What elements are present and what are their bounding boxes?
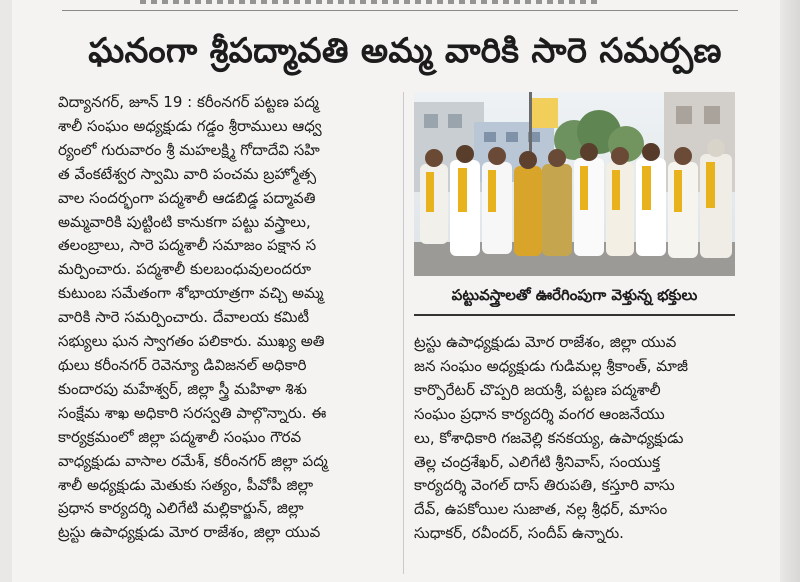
body-text-line: దేవ్, ఉపకోయిల సుజాత, నల్ల శ్రీధర్, మాసం [414,500,668,519]
body-text-line: ట్రస్టు ఉపాధ్యక్షుడు మోర రాజేశం, జిల్లా యువ [58,523,321,542]
body-text-line: సంఘం ప్రధాన కార్యదర్శి వంగర ఆంజనేయు [414,404,665,423]
body-text-line: ప్రధాన కార్యదర్శి ఎలిగేటి మల్లికార్జున్, జిల్లా [58,499,304,518]
body-text-line: లు, కోశాధికారి గజవెల్లి కనకయ్య, ఉపాధ్యక్షుడు [414,428,684,447]
body-text-line: అమ్మవారికి పుట్టింటి కానుకగా పట్టు వస్త్రాలు, [58,212,311,231]
body-text-line: జన సంఘం అధ్యక్షుడు గుడిమల్ల శ్రీకాంత్, మాజీ [414,356,688,375]
body-text-line: తెల్ల చంద్రశేఖర్, ఎలిగేటి శ్రీనివాస్, సంయుక్త [414,452,660,471]
body-text-line: సంక్షేమ శాఖ అధికారి సరస్వతి పాల్గొన్నారు. ఈ [58,403,327,422]
procession-photo [414,92,735,276]
caption-underline [414,314,735,316]
article-body-left-column [58,91,394,577]
body-text-line: శాలీ సంఘం అధ్యక్షుడు గడ్డం శ్రీరాములు ఆధ్వ [58,116,322,135]
body-text-line: త వేంకటేశ్వర స్వామి వారి పంచమ బ్రహ్మోత్స [58,164,317,183]
body-text-line: కుందారపు మహేశ్వర్, జిల్లా స్త్రీ మహిళా శిశు [58,379,307,398]
body-text-line: కుటుంబ సమేతంగా శోభాయాత్రగా వచ్చి అమ్మ [58,284,324,303]
article-headline: ఘనంగా శ్రీపద్మావతి అమ్మ వారికి సారె సమర్పణ [88,31,722,71]
body-text-line: వాల సందర్భంగా పద్మశాలీ ఆడబిడ్డ పద్మావతి [58,188,316,207]
body-text-line: ట్రస్టు ఉపాధ్యక్షుడు మోర రాజేశం, జిల్లా యువ [414,333,677,351]
body-text-line: ర్యంలో గురువారం శ్రీ మహలక్ష్మి గోదాదేవి సహి [58,140,320,159]
column-divider [403,92,404,574]
body-text-line: కార్యదర్శి వెంగల్ దాస్ తిరుపతి, కస్తూరి వాసు [414,476,675,495]
body-text-line: మర్పించారు. పద్మశాలీ కులబంధువులందరూ [58,260,312,279]
photo-caption: పట్టువస్త్రాలతో ఊరేగింపుగా వెళ్తున్న భక్తులు [451,286,698,304]
body-text-line: థులు కరీంనగర్ రెవెన్యూ డివిజనల్ అధికారి [58,355,307,374]
body-text-line: కార్యక్రమంలో జిల్లా పద్మశాలీ సంఘం గౌరవ [58,427,302,446]
article-body-right-column [414,331,740,571]
body-text-line: సభ్యులు ఘన స్వాగతం పలికారు. ముఖ్య అతి [58,332,325,351]
procession-photo-illustration [414,92,735,276]
page-edge-shadow [780,0,800,582]
body-text-line: కార్పొరేటర్ చొప్పరి జయశ్రీ, పట్టణ పద్మశాలీ [414,380,661,399]
body-text-line: శాలీ అధ్యక్షుడు మెతుకు సత్యం, పీవోపీ జిల్లా [58,475,314,494]
body-text-line: వారికి సారె సమర్పించారు. దేవాలయ కమిటీ [58,308,310,327]
top-rule [62,10,738,11]
body-text-line: తలంబ్రాలు, సారె పద్మశాలీ సమాజం పక్షాన స [58,236,317,255]
body-text-line: విద్యానగర్, జూన్ 19 : కరీంనగర్ పట్టణ పద్మ [58,93,319,111]
body-text-line: వాధ్యక్షుడు వాసాల రమేశ్, కరీంనగర్ జిల్లా పద్మ [58,451,328,470]
clipped-previous-article-edge [140,0,600,4]
body-text-line: సుధాకర్, రవీందర్, సందీప్ ఉన్నారు. [414,524,624,543]
